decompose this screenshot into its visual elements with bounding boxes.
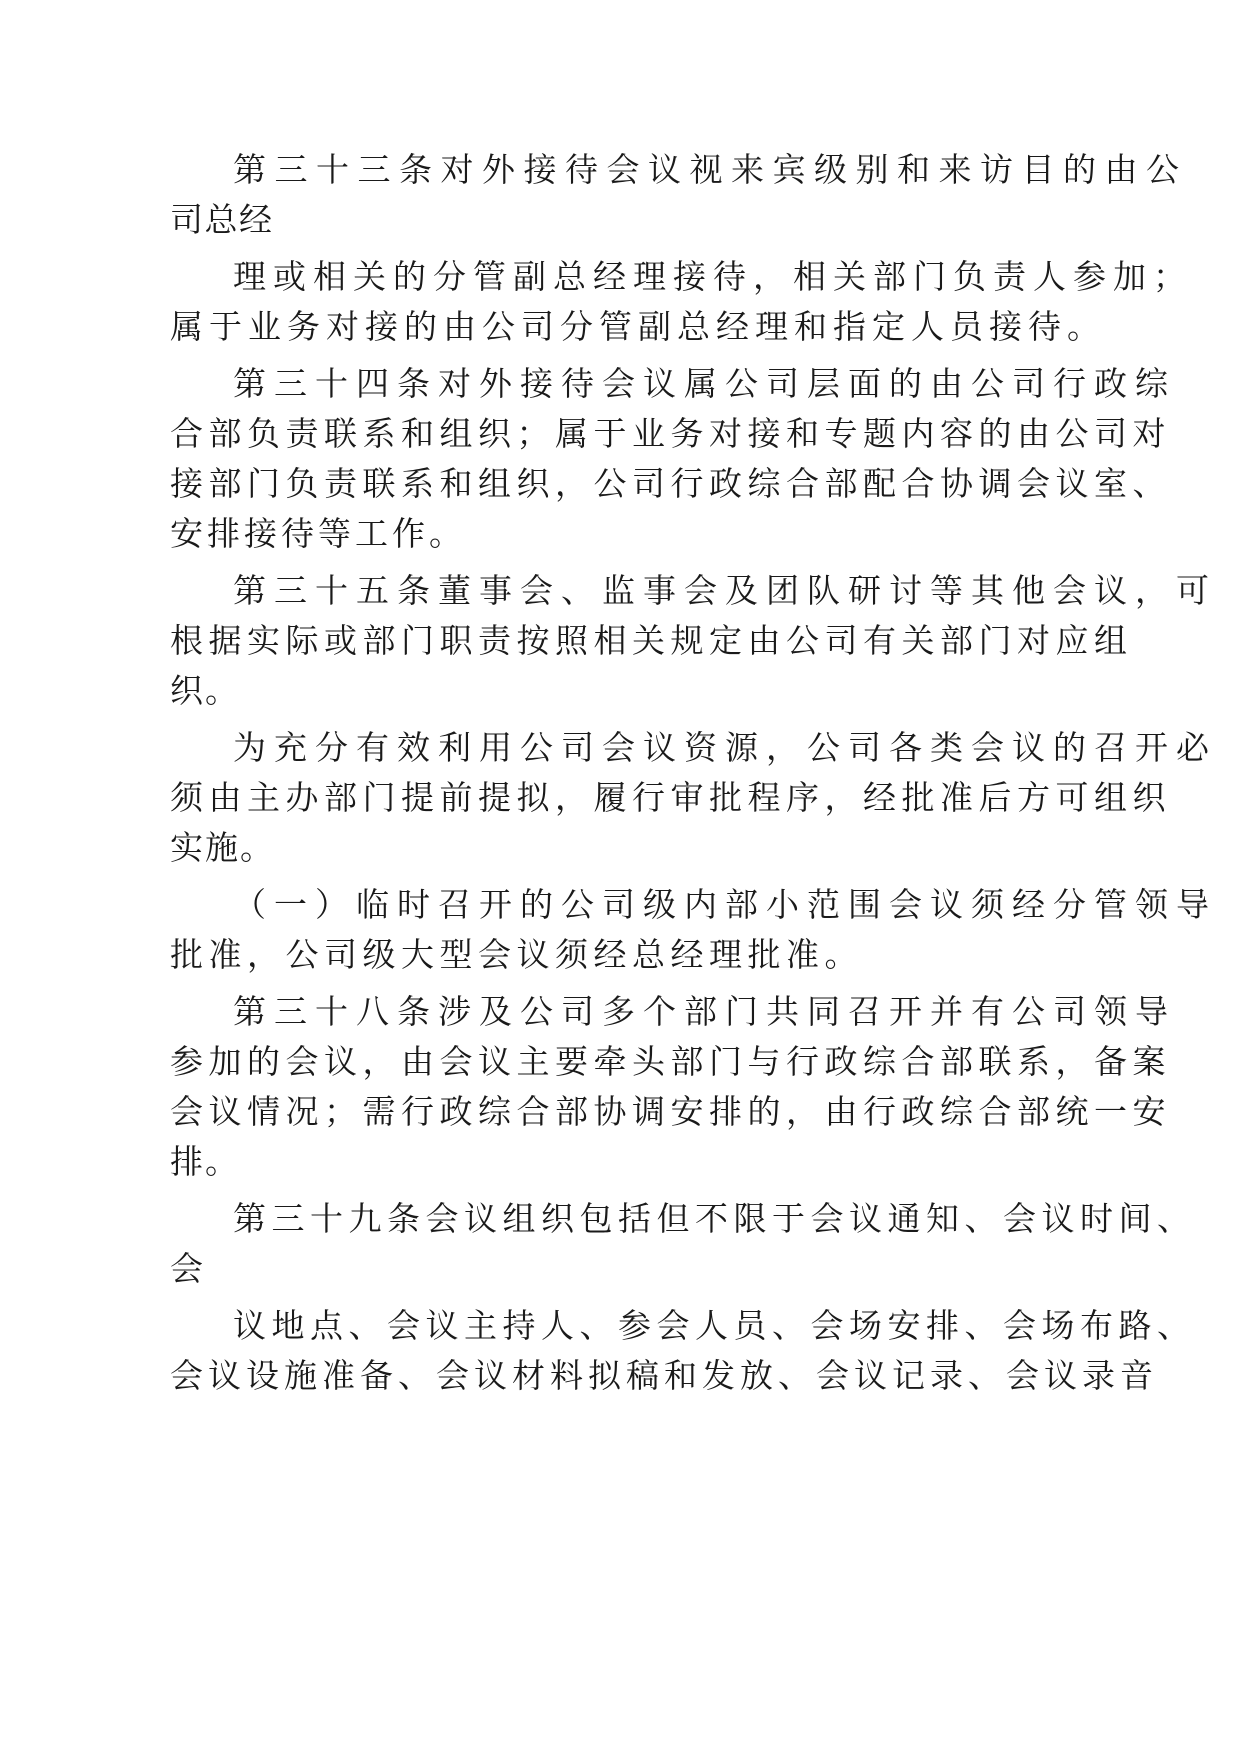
text-line: 须由主办部门提前提拟，履行审批程序，经批准后方可组织 bbox=[170, 778, 1171, 817]
text-line: 议地点、会议主持人、参会人员、会场安排、会场布路、 bbox=[233, 1306, 1196, 1345]
text-line: 合部负责联系和组织；属于业务对接和专题内容的由公司对 bbox=[170, 414, 1171, 453]
text-line: 根据实际或部门职责按照相关规定由公司有关部门对应组 bbox=[170, 621, 1133, 660]
text-line: 实施。 bbox=[170, 828, 275, 867]
text-line: 会议情况；需行政综合部协调安排的，由行政综合部统一安 bbox=[170, 1092, 1171, 1131]
text-line: 第三十三条对外接待会议视来宾级别和来访目的由公 bbox=[233, 150, 1188, 189]
text-line: 参加的会议，由会议主要牵头部门与行政综合部联系，备案 bbox=[170, 1042, 1171, 1081]
text-line: 理或相关的分管副总经理接待，相关部门负责人参加； bbox=[233, 257, 1193, 296]
text-line: （一）临时召开的公司级内部小范围会议须经分管领导 bbox=[233, 885, 1217, 924]
text-line: 第三十八条涉及公司多个部门共同召开并有公司领导 bbox=[233, 992, 1176, 1031]
text-line: 接部门负责联系和组织，公司行政综合部配合协调会议室、 bbox=[170, 464, 1171, 503]
text-line: 第三十五条董事会、监事会及团队研讨等其他会议，可 bbox=[233, 571, 1217, 610]
text-line: 会议设施准备、会议材料拟稿和发放、会议记录、会议录音 bbox=[170, 1356, 1158, 1395]
text-line: 安排接待等工作。 bbox=[170, 514, 466, 553]
text-line: 织。 bbox=[170, 671, 240, 710]
text-line: 为充分有效利用公司会议资源，公司各类会议的召开必 bbox=[233, 728, 1217, 767]
text-line: 第三十九条会议组织包括但不限于会议通知、会议时间、 bbox=[233, 1199, 1196, 1238]
text-line: 属于业务对接的由公司分管副总经理和指定人员接待。 bbox=[170, 307, 1106, 346]
text-line: 会 bbox=[170, 1249, 203, 1288]
text-line: 司总经 bbox=[170, 200, 274, 239]
text-line: 排。 bbox=[170, 1142, 240, 1181]
text-line: 批准，公司级大型会议须经总经理批准。 bbox=[170, 935, 863, 974]
text-line: 第三十四条对外接待会议属公司层面的由公司行政综 bbox=[233, 364, 1176, 403]
